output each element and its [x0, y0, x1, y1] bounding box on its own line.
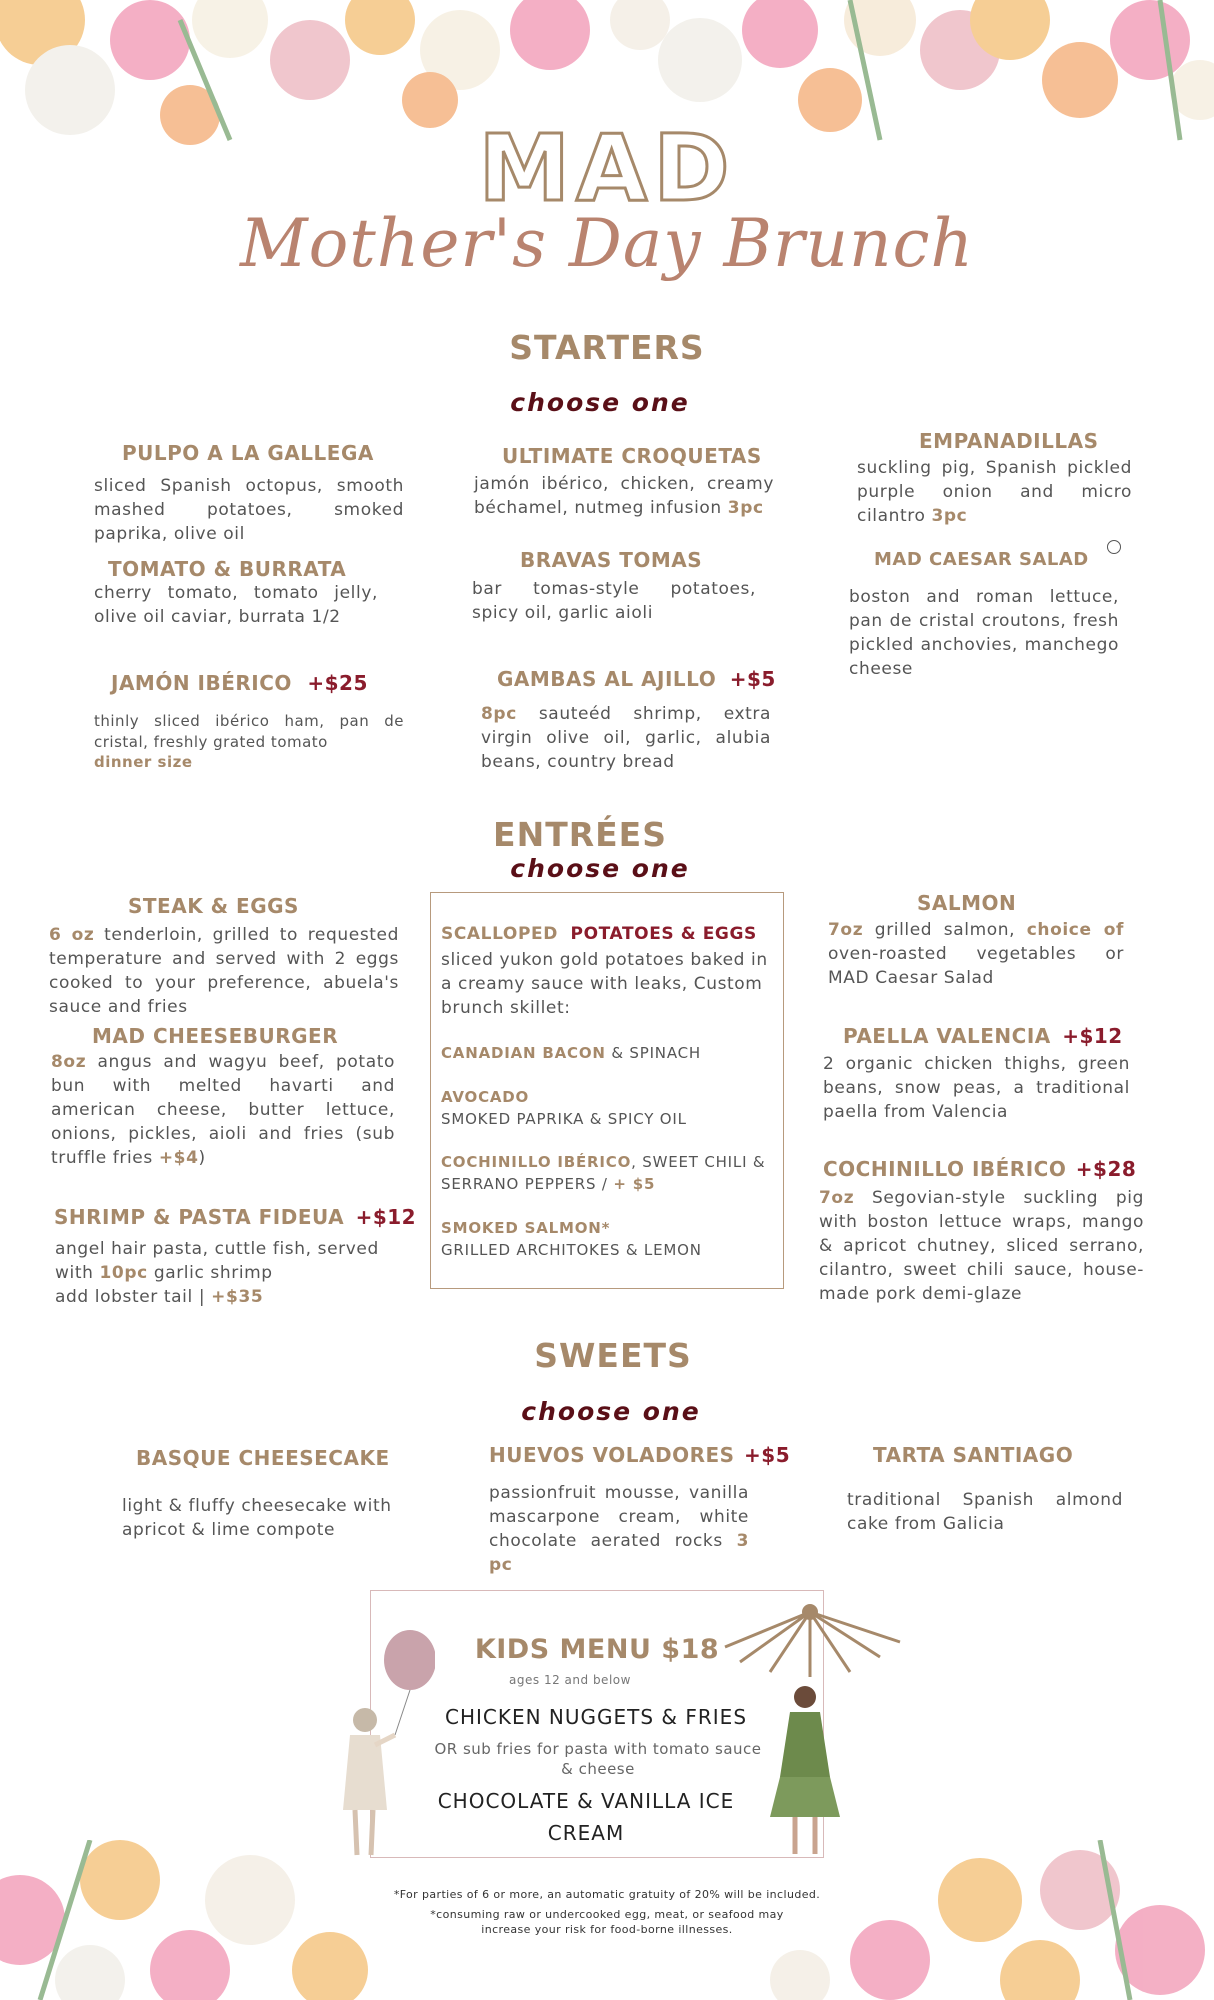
- dish-empanadillas-title: EMPANADILLAS: [919, 429, 1099, 453]
- dish-bravas-title: BRAVAS TOMAS: [520, 548, 703, 572]
- dish-basque-desc: light & fluffy cheesecake with apricot & lime compote: [122, 1496, 392, 1540]
- dish-salmon-qty: 7oz: [828, 920, 864, 940]
- option-4-sub: GRILLED ARCHITOKES & LEMON: [441, 1241, 702, 1259]
- dish-burger-close: ): [198, 1148, 206, 1168]
- dish-burger-qty: 8oz: [51, 1052, 87, 1072]
- dish-gambas-price: +$5: [729, 667, 776, 691]
- option-2-main: AVOCADO: [441, 1088, 530, 1106]
- dish-cochinillo-qty: 7oz: [819, 1188, 855, 1208]
- dish-cochinillo-desc: [819, 1186, 1144, 1306]
- dish-huevos-qty: 3 pc: [489, 1531, 749, 1575]
- dish-caesar-desc: boston and roman lettuce, pan de cristal croutons, fresh pickled anchovies, manchego cheese: [849, 587, 1119, 679]
- dish-gambas-name: GAMBAS AL AJILLO: [497, 667, 717, 691]
- dish-cochinillo-price: +$28: [1075, 1157, 1137, 1181]
- dish-burger-title: MAD CHEESEBURGER: [92, 1024, 339, 1048]
- dish-jamon-title: [111, 671, 368, 695]
- dish-shrimp-text1: angel hair pasta, cuttle fish, served with: [55, 1239, 379, 1283]
- kids-menu-title: KIDS MENU $18: [474, 1634, 720, 1665]
- dish-jamon-name: JAMÓN IBÉRICO: [111, 671, 292, 695]
- dish-paella-name: PAELLA VALENCIA: [843, 1024, 1051, 1048]
- kids-menu-age: ages 12 and below: [509, 1673, 631, 1687]
- dish-empanadillas-text: suckling pig, Spanish pickled purple onion and micro cilantro: [857, 458, 1132, 526]
- menu-subtitle: Mother's Day Brunch: [239, 205, 974, 282]
- kids-item-nuggets: CHICKEN NUGGETS & FRIES: [444, 1705, 748, 1729]
- dish-croquetas-desc: [474, 472, 774, 520]
- starters-choose: choose one: [510, 388, 690, 417]
- dish-pulpo-desc: sliced Spanish octopus, smooth mashed potatoes, smoked paprika, olive oil: [94, 476, 404, 544]
- dish-tarta-title: TARTA SANTIAGO: [873, 1443, 1074, 1467]
- dish-caesar-title: MAD CAESAR SALAD: [874, 549, 1089, 570]
- dish-paella-price: +$12: [1062, 1024, 1123, 1048]
- dish-steak-qty: 6 oz: [49, 925, 95, 945]
- badge-icon: [1107, 540, 1121, 554]
- dish-scalloped-title: [441, 924, 757, 944]
- dish-tomato-title: TOMATO & BURRATA: [108, 557, 347, 581]
- dish-paella-title: [843, 1024, 1123, 1048]
- dish-salmon-title: SALMON: [917, 891, 1017, 915]
- kids-item-sub: OR sub fries for pasta with tomato sauce & cheese: [434, 1740, 762, 1778]
- dish-salmon-text1: grilled salmon,: [874, 920, 1016, 940]
- dish-burger-text: angus and wagyu beef, potato bun with melted havarti and american cheese, butter lettuce, onions, pickles, aioli and fries (sub truffle fries: [51, 1052, 395, 1168]
- dish-gambas-text: sauteéd shrimp, extra virgin olive oil, garlic, alubia beans, country bread: [481, 704, 771, 772]
- dish-croquetas-qty: 3pc: [727, 498, 764, 518]
- dish-shrimp-text3: add lobster tail |: [55, 1287, 206, 1307]
- dish-shrimp-qty: 10pc: [99, 1263, 148, 1283]
- dish-gambas-desc: [481, 702, 771, 774]
- option-2-sub: SMOKED PAPRIKA & SPICY OIL: [441, 1110, 687, 1128]
- dish-shrimp-extra: +$35: [211, 1287, 264, 1307]
- dish-burger-desc: [51, 1050, 395, 1170]
- scalloped-option-4: [441, 1217, 777, 1261]
- option-4-main: SMOKED SALMON*: [441, 1219, 611, 1237]
- dish-croquetas-title: ULTIMATE CROQUETAS: [502, 444, 762, 468]
- dish-cochinillo-text: Segovian-style suckling pig with boston lettuce wraps, mango & apricot chutney, sliced serrano, cilantro, sweet chili sauce, house-made pork demi-glaze: [819, 1188, 1144, 1304]
- option-3-sub: , SWEET CHILI & SERRANO PEPPERS /: [441, 1153, 766, 1193]
- dish-jamon-desc: thinly sliced ibérico ham, pan de cristal, freshly grated tomato: [94, 712, 404, 751]
- dish-salmon-text2: oven-roasted vegetables or MAD Caesar Salad: [828, 944, 1124, 988]
- dish-shrimp-text2: garlic shrimp: [153, 1263, 273, 1283]
- dish-burger-extra: +$4: [158, 1148, 199, 1168]
- dish-steak-desc: [49, 923, 399, 1019]
- entrees-choose: choose one: [510, 854, 690, 883]
- raw-food-warning-1: *consuming raw or undercooked egg, meat, or seafood may: [430, 1908, 784, 1921]
- dish-croquetas-text: jamón ibérico, chicken, creamy béchamel, nutmeg infusion: [474, 474, 774, 518]
- gratuity-note: *For parties of 6 or more, an automatic gratuity of 20% will be included.: [393, 1888, 821, 1901]
- raw-food-warning-2: increase your risk for food-borne illnesses.: [481, 1923, 733, 1936]
- dish-jamon-note: dinner size: [94, 753, 193, 771]
- dish-tarta-desc: traditional Spanish almond cake from Galicia: [847, 1490, 1123, 1534]
- entrees-heading: ENTRÉES: [493, 815, 667, 854]
- dish-tomato-desc: cherry tomato, tomato jelly, olive oil caviar, burrata 1/2: [94, 583, 378, 627]
- dish-empanadillas-desc: [857, 456, 1132, 528]
- dish-salmon-choice: choice of: [1026, 920, 1124, 940]
- logo: MAD: [478, 115, 736, 222]
- dish-steak-text: tenderloin, grilled to requested temperature and served with 2 eggs cooked to your preference, abuela's sauce and fries: [49, 925, 399, 1017]
- dish-shrimp-name: SHRIMP & PASTA FIDEUA: [54, 1205, 345, 1229]
- dish-scalloped-desc: sliced yukon gold potatoes baked in a creamy sauce with leaks, Custom brunch skillet:: [441, 950, 768, 1018]
- sweets-heading: SWEETS: [534, 1336, 692, 1375]
- kids-item-icecream: CHOCOLATE & VANILLA ICE CREAM: [437, 1789, 735, 1845]
- dish-pulpo-title: PULPO A LA GALLEGA: [122, 441, 374, 465]
- dish-gambas-qty: 8pc: [481, 704, 517, 724]
- dish-paella-desc: 2 organic chicken thighs, green beans, snow peas, a traditional paella from Valencia: [823, 1054, 1130, 1122]
- scalloped-option-2: [441, 1086, 777, 1130]
- option-3-main: COCHINILLO IBÉRICO: [441, 1153, 632, 1171]
- dish-huevos-desc: [489, 1481, 749, 1577]
- dish-steak-title: STEAK & EGGS: [128, 894, 299, 918]
- dish-huevos-title: [489, 1443, 790, 1467]
- scalloped-option-3: [441, 1151, 777, 1195]
- dish-basque-title: BASQUE CHEESECAKE: [136, 1446, 390, 1470]
- dish-scalloped-name1: SCALLOPED: [441, 924, 558, 944]
- dish-huevos-price: +$5: [744, 1443, 791, 1467]
- dish-huevos-name: HUEVOS VOLADORES: [489, 1443, 735, 1467]
- scalloped-option-1: [441, 1042, 777, 1064]
- sweets-choose: choose one: [521, 1397, 701, 1426]
- dish-jamon-price: +$25: [307, 671, 368, 695]
- dish-gambas-title: [497, 667, 776, 691]
- dish-cochinillo-name: COCHINILLO IBÉRICO: [823, 1157, 1067, 1181]
- dish-empanadillas-qty: 3pc: [931, 506, 968, 526]
- option-1-main: CANADIAN BACON: [441, 1044, 606, 1062]
- dish-bravas-desc: bar tomas-style potatoes, spicy oil, garlic aioli: [472, 579, 756, 623]
- option-1-sub: & SPINACH: [611, 1044, 701, 1062]
- starters-heading: STARTERS: [509, 328, 705, 367]
- option-3-price: + $5: [613, 1175, 656, 1193]
- dish-scalloped-name2: POTATOES & EGGS: [570, 924, 757, 944]
- dish-huevos-text: passionfruit mousse, vanilla mascarpone cream, white chocolate aerated rocks: [489, 1483, 749, 1551]
- dish-shrimp-price: +$12: [355, 1205, 417, 1229]
- dish-shrimp-title: [54, 1205, 416, 1229]
- dish-cochinillo-title: [823, 1157, 1136, 1181]
- dish-shrimp-desc: [55, 1237, 395, 1309]
- dish-salmon-desc: [828, 918, 1124, 990]
